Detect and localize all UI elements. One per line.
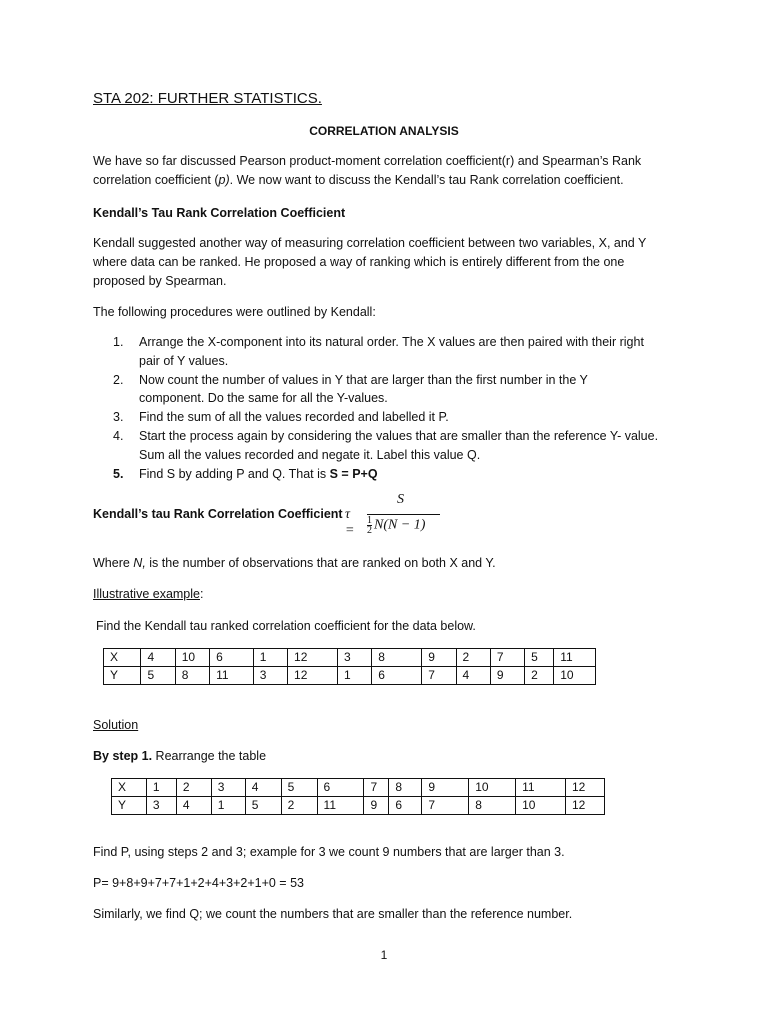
table-cell: 1 bbox=[337, 667, 371, 685]
procedure-step: 5. Find S by adding P and Q. That is S = P+Q bbox=[113, 466, 378, 481]
solution-heading: Solution bbox=[93, 718, 139, 732]
table-cell: 9 bbox=[422, 649, 456, 667]
table-cell: 10 bbox=[516, 797, 566, 815]
table-cell: 1 bbox=[211, 797, 245, 815]
procedures-intro: The following procedures were outlined by Kendall: bbox=[93, 305, 376, 319]
procedure-step: 2. Now count the number of values in Y that are larger than the first number in the Y component. Do the same for all the Y-values. bbox=[113, 372, 588, 405]
table-row-label: X bbox=[112, 779, 147, 797]
table-cell: 2 bbox=[281, 797, 317, 815]
p-equation: P= 9+8+9+7+7+1+2+4+3+2+1+0 = 53 bbox=[93, 876, 304, 890]
table-cell: 4 bbox=[141, 649, 175, 667]
table-cell: 5 bbox=[245, 797, 281, 815]
table-cell: 9 bbox=[364, 797, 389, 815]
data-table-rearranged bbox=[111, 778, 605, 815]
intro-line-1: We have so far discussed Pearson product-moment correlation coefficient(r) and Spearman’s Rank bbox=[93, 154, 642, 168]
table-cell: 8 bbox=[389, 779, 422, 797]
table-cell: 9 bbox=[490, 667, 524, 685]
intro-line-2: correlation coefficient (p). We now want to discuss the Kendall’s tau Rank correlation coefficient. bbox=[93, 173, 624, 187]
table-cell: 7 bbox=[364, 779, 389, 797]
table-cell: 8 bbox=[372, 649, 422, 667]
section-title: CORRELATION ANALYSIS bbox=[309, 124, 459, 138]
table-cell: 3 bbox=[211, 779, 245, 797]
intro-paragraph bbox=[93, 152, 693, 190]
procedure-list bbox=[113, 333, 693, 484]
table-cell: 11 bbox=[516, 779, 566, 797]
table-cell: 4 bbox=[456, 667, 490, 685]
table-cell: 6 bbox=[389, 797, 422, 815]
table-row-label: Y bbox=[112, 797, 147, 815]
table-cell: 2 bbox=[176, 779, 211, 797]
find-p-text: Find P, using steps 2 and 3; example for 3 we count 9 numbers that are larger than 3. bbox=[93, 845, 565, 859]
formula-label: Kendall’s tau Rank Correlation Coefficient bbox=[93, 507, 343, 521]
tau-symbol: τ = bbox=[345, 507, 355, 538]
course-title: STA 202: FURTHER STATISTICS. bbox=[93, 90, 322, 107]
data-table-original bbox=[103, 648, 596, 685]
table-cell: 1 bbox=[146, 779, 176, 797]
table-cell: 6 bbox=[210, 649, 254, 667]
table-cell: 5 bbox=[141, 667, 175, 685]
table-cell: 12 bbox=[565, 779, 604, 797]
find-q-text: Similarly, we find Q; we count the numbers that are smaller than the reference number. bbox=[93, 907, 573, 921]
table-cell: 10 bbox=[469, 779, 516, 797]
table-cell: 1 bbox=[253, 649, 287, 667]
table-row bbox=[112, 797, 605, 815]
table-cell: 12 bbox=[288, 667, 338, 685]
kendall-heading: Kendall’s Tau Rank Correlation Coefficient bbox=[93, 206, 346, 220]
table-row bbox=[112, 779, 605, 797]
procedure-step: 1. Arrange the X-component into its natural order. The X values are then paired with their right pair of Y values. bbox=[113, 335, 644, 368]
example-prompt: Find the Kendall tau ranked correlation coefficient for the data below. bbox=[96, 619, 476, 633]
table-cell: 12 bbox=[288, 649, 338, 667]
where-statement: Where N, is the number of observations that are ranked on both X and Y. bbox=[93, 556, 496, 570]
kendall-paragraph-line-1: Kendall suggested another way of measuring correlation coefficient between two variables, X, and Y bbox=[93, 236, 647, 250]
formula-denominator: $\frac{1}{2}$ N(N − 1) bbox=[367, 515, 426, 536]
step1-instruction: By step 1. Rearrange the table bbox=[93, 749, 267, 763]
table-cell: 11 bbox=[554, 649, 596, 667]
example-heading: Illustrative example: bbox=[93, 587, 204, 601]
table-cell: 9 bbox=[422, 779, 469, 797]
table-cell: 4 bbox=[176, 797, 211, 815]
kendall-paragraph-line-3: proposed by Spearman. bbox=[93, 274, 227, 288]
table-cell: 7 bbox=[490, 649, 524, 667]
table-row bbox=[104, 667, 596, 685]
table-cell: 6 bbox=[372, 667, 422, 685]
formula-numerator: S bbox=[397, 492, 404, 507]
fraction-bar bbox=[367, 514, 440, 515]
one-half: $\frac{1}{2}$ bbox=[367, 515, 372, 536]
table-cell: 8 bbox=[469, 797, 516, 815]
table-row-label: X bbox=[104, 649, 141, 667]
table-row bbox=[104, 649, 596, 667]
table-cell: 5 bbox=[281, 779, 317, 797]
table-cell: 8 bbox=[175, 667, 209, 685]
table-cell: 6 bbox=[317, 779, 364, 797]
table-cell: 7 bbox=[422, 797, 469, 815]
page-number: 1 bbox=[380, 948, 388, 962]
table-cell: 2 bbox=[456, 649, 490, 667]
kendall-paragraph bbox=[93, 234, 693, 291]
table-cell: 10 bbox=[554, 667, 596, 685]
procedure-step: 4. Start the process again by considering the values that are smaller than the reference Y- value. Sum all the values recorded and negate it. Label this value Q. bbox=[113, 429, 659, 462]
table-row-label: Y bbox=[104, 667, 141, 685]
table-cell: 5 bbox=[525, 649, 554, 667]
table-cell: 2 bbox=[525, 667, 554, 685]
table-cell: 4 bbox=[245, 779, 281, 797]
table-cell: 3 bbox=[146, 797, 176, 815]
table-cell: 12 bbox=[565, 797, 604, 815]
table-cell: 11 bbox=[210, 667, 254, 685]
kendall-paragraph-line-2: where data can be ranked. He proposed a way of ranking which is entirely different from the one bbox=[93, 255, 625, 269]
table-cell: 3 bbox=[337, 649, 371, 667]
table-cell: 7 bbox=[422, 667, 456, 685]
procedure-step: 3. Find the sum of all the values recorded and labelled it P. bbox=[113, 410, 449, 424]
table-cell: 11 bbox=[317, 797, 364, 815]
table-cell: 10 bbox=[175, 649, 209, 667]
table-cell: 3 bbox=[253, 667, 287, 685]
